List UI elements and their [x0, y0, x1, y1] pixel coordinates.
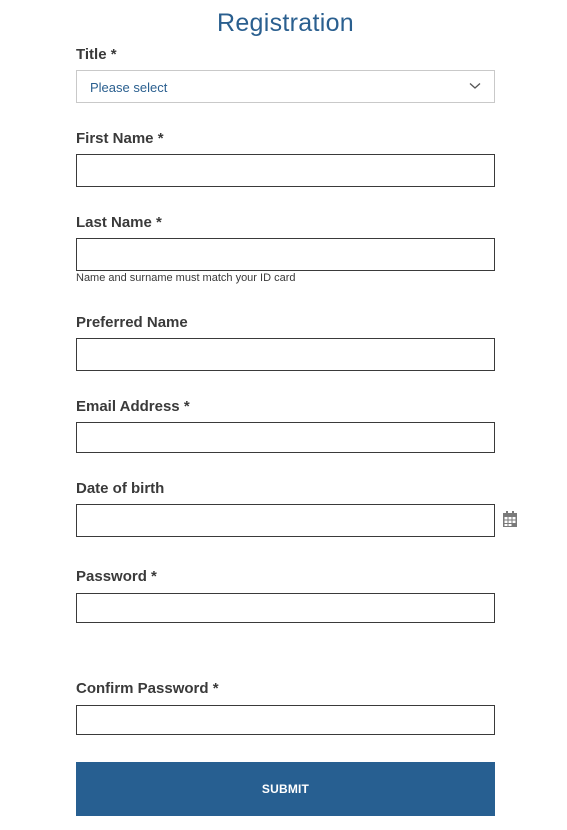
submit-button[interactable]: SUBMIT — [76, 762, 495, 816]
chevron-down-icon — [469, 82, 481, 90]
first-name-input[interactable] — [76, 154, 495, 187]
title-select[interactable] — [76, 70, 495, 103]
confirm-password-label: Confirm Password * — [76, 680, 219, 697]
title-label: Title * — [76, 46, 117, 63]
preferred-name-input[interactable] — [76, 338, 495, 371]
email-label: Email Address * — [76, 398, 190, 415]
last-name-label: Last Name * — [76, 214, 162, 231]
dob-input[interactable] — [76, 504, 495, 537]
password-label: Password * — [76, 568, 157, 585]
page-title: Registration — [217, 9, 354, 37]
email-input[interactable] — [76, 422, 495, 453]
last-name-hint: Name and surname must match your ID card — [76, 272, 296, 284]
dob-label: Date of birth — [76, 480, 165, 497]
calendar-icon[interactable] — [503, 511, 517, 527]
preferred-name-label: Preferred Name — [76, 314, 188, 331]
last-name-input[interactable] — [76, 238, 495, 271]
confirm-password-input[interactable] — [76, 705, 495, 735]
title-select-value: Please select — [90, 80, 168, 95]
password-input[interactable] — [76, 593, 495, 623]
first-name-label: First Name * — [76, 130, 164, 147]
